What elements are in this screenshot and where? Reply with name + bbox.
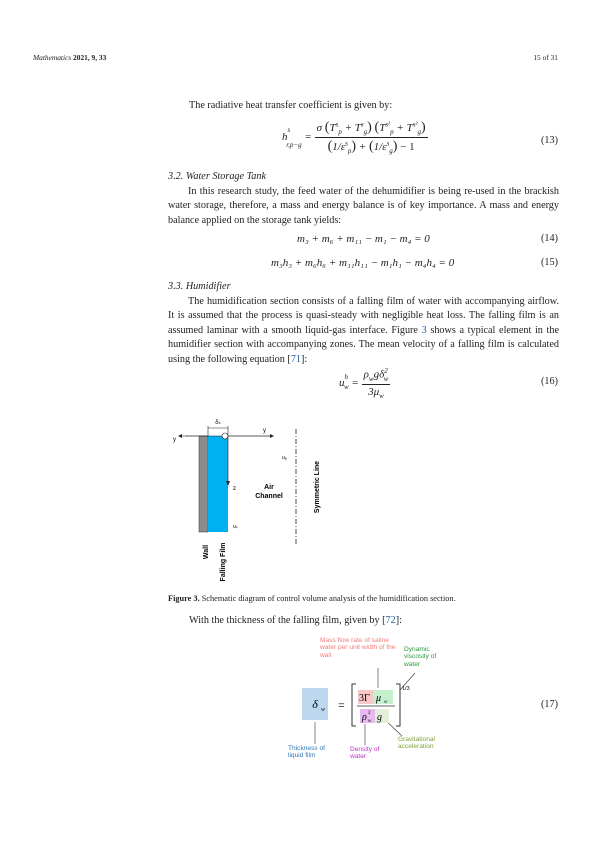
wall-rect <box>199 436 208 532</box>
running-header-journal: Mathematics 2021, 9, 33 <box>33 53 107 62</box>
svg-text:g: g <box>377 712 382 723</box>
thickness-paragraph: With the thickness of the falling film, given by [72]: <box>189 615 402 626</box>
thickness-annotation: Thickness of liquid film <box>288 745 326 760</box>
svg-text:2: 2 <box>368 711 371 716</box>
z-label: z <box>233 486 236 492</box>
u-a-label: uₐ <box>282 455 287 461</box>
svg-text:w: w <box>384 700 388 705</box>
page-number: 15 of 31 <box>533 53 558 62</box>
equation-13: $h^s_{r,p-g}$ = $\frac{\sigma (T^s_p + T^s_g) (T^{s^2}_p + T^{s^2}_g)}{(1/\varepsilon^s_p) + (1/\varepsilon^s_g) - 1}$ <box>282 120 426 156</box>
svg-text:ρ: ρ <box>362 712 367 723</box>
svg-text:=: = <box>338 698 345 712</box>
origin-circle <box>222 433 228 439</box>
equation-13-number: (13) <box>541 135 558 146</box>
gravitational-annotation: Gravitational acceleration <box>398 736 436 751</box>
equation-16-number: (16) <box>541 376 558 387</box>
section-heading-3-3: 3.3. Humidifier <box>168 281 231 292</box>
humidifier-paragraph: The humidification section consists of a falling film of water with accompanying airflow. It is assumed that the process is quasi-steady with negligible heat loss. The falling film is an assumed laminar with a smooth liquid-gas interface. Figure 3 shows a typical element in the humidifier section with accompanying zones. The mean velocity of a falling film is calculated using the following equation [71]: <box>168 296 559 365</box>
citation-72-link[interactable]: 72 <box>385 615 396 626</box>
equation-14-number: (14) <box>541 233 558 244</box>
svg-text:3Γ: 3Γ <box>359 693 370 704</box>
equation-17-figure <box>280 632 460 768</box>
wall-label: Wall <box>203 544 210 560</box>
svg-text:w: w <box>321 707 326 713</box>
density-annotation: Density of water <box>350 746 380 761</box>
equation-16: $u^h_w$ = $\frac{\rho_wg\delta^2_w}{3\mu_w}$ <box>339 367 389 401</box>
citation-71-link[interactable]: 71 <box>290 353 301 365</box>
delta-label: δₛ <box>215 420 221 426</box>
exponent-label: 1/3 <box>402 686 410 692</box>
equation-17-number: (17) <box>541 699 558 710</box>
falling-film-rect <box>208 436 228 532</box>
symmetric-label: Symmetric Line <box>314 460 321 514</box>
storage-paragraph: In this research study, the feed water of the dehumidifier is being re-used in the brackish water storage, therefore, a mass and energy balance is of key importance. A mass and energy balance applied on the storage tank yields: <box>168 186 559 226</box>
equation-15-number: (15) <box>541 257 558 268</box>
falling-film-label: Falling Film <box>220 542 227 582</box>
u-s-label: uₛ <box>233 524 238 530</box>
channel-label: Channel <box>255 493 283 500</box>
viscosity-annotation: Dynamic viscosity of water <box>404 646 437 668</box>
svg-text:μ: μ <box>376 693 382 704</box>
equation-15: m₃h₃ + m₆h₆ + m₁₁h₁₁ − m₁h₁ − m₄h₄ = 0 <box>271 257 455 269</box>
svg-text:δ: δ <box>312 697 318 711</box>
svg-text:w: w <box>368 719 372 724</box>
air-label: Air <box>264 484 274 491</box>
figure-3-diagram <box>165 415 325 590</box>
equation-14: m₃ + m₆ + m₁₁ − m₁ − m₄ = 0 <box>297 233 430 245</box>
figure-3-link[interactable]: 3 <box>421 324 427 336</box>
section-heading-3-2: 3.2. Water Storage Tank <box>168 171 267 182</box>
radiative-intro: The radiative heat transfer coefficient is given by: <box>189 100 393 111</box>
figure-3-caption: Figure 3. Schematic diagram of control volume analysis of the humidification section. <box>168 594 456 603</box>
y-right-label: y <box>263 428 266 434</box>
mass-flow-annotation: Mass flow rate of saline water per unit width of the wall <box>320 637 396 659</box>
y-left-label: y <box>173 437 176 443</box>
